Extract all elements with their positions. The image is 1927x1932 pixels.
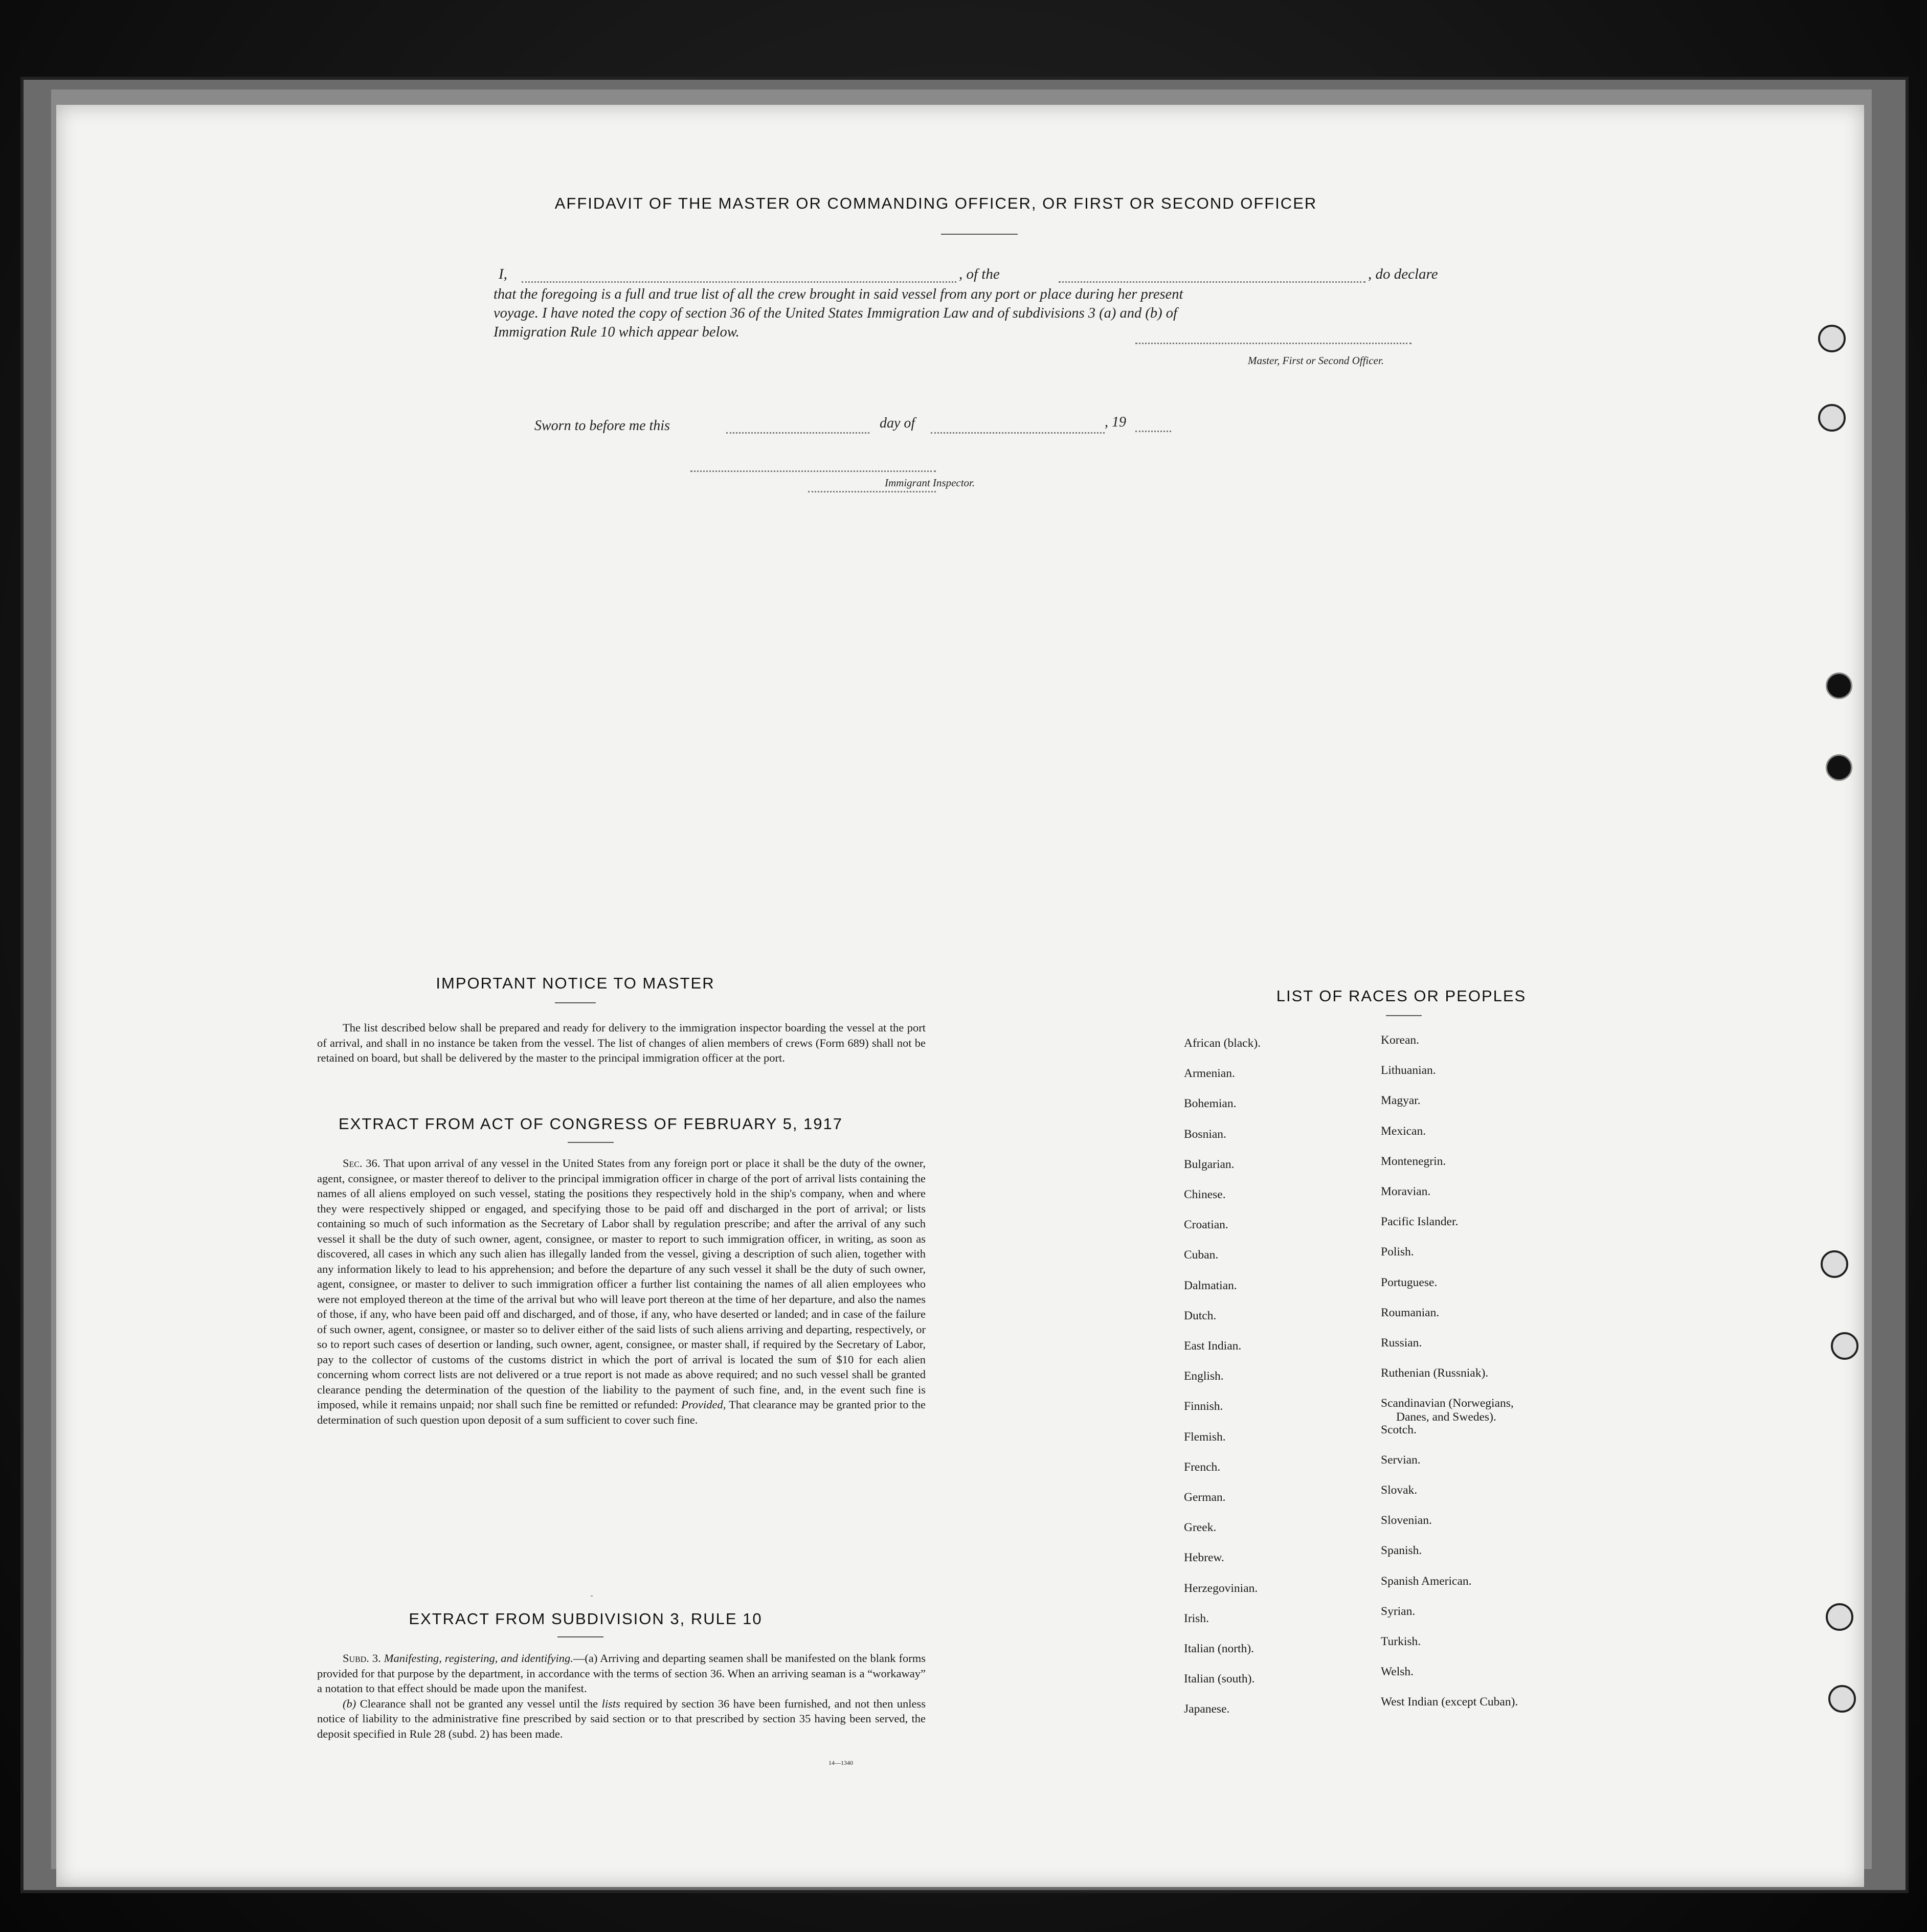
heading-rule [568,1142,614,1143]
punch-hole [1828,1685,1856,1713]
subd-label: Subd. 3. [343,1652,381,1665]
heading-rule [557,1636,603,1637]
declaration-line: voyage. I have noted the copy of section 36 of the United States Immigration Law and of subdivisions 3 (a) and (b) of [494,305,1177,321]
declaration-line: that the foregoing is a full and true list of all the crew brought in said vessel from any port or place during her present [494,286,1183,302]
proviso-label: Provided, [681,1398,726,1411]
notice-text [317,1020,926,1066]
notice-paragraph: The list described below shall be prepared and ready for delivery to the immigration inspector boarding the vessel at the port of arrival, and shall in no instance be taken from the vessel. The list of changes of alien members of crews (Form 689) shall not be retained on board, but shall be delivered by the master to the principal immigration officer at the port. [317,1021,926,1064]
race-item: Bulgarian. [1184,1157,1235,1171]
declaration-do-declare: , do declare [1368,266,1438,282]
declaration-i: I, [499,266,507,282]
race-item: Italian (south). [1184,1672,1255,1686]
section-rule [591,1596,593,1597]
signature-caption: Master, First or Second Officer. [1248,354,1384,367]
race-item-continuation: Danes, and Swedes). [1396,1410,1496,1424]
declaration-of-the: , of the [959,266,1000,282]
affidavit-heading: AFFIDAVIT OF THE MASTER OR COMMANDING OFFICER, OR FIRST OR SECOND OFFICER [554,194,1317,212]
race-item: Ruthenian (Russniak). [1381,1366,1489,1380]
race-item: Scotch. [1381,1423,1417,1436]
race-item: Irish. [1184,1611,1209,1625]
race-item: Croatian. [1184,1218,1228,1232]
act-text [317,1156,926,1427]
race-item: Japanese. [1184,1702,1230,1716]
race-item: English. [1184,1369,1224,1383]
race-item: Dalmatian. [1184,1278,1237,1292]
sec-label: Sec. 36. [343,1157,380,1170]
race-item: Slovenian. [1381,1514,1432,1527]
rule-para-b [317,1696,926,1742]
race-item: French. [1184,1460,1221,1474]
punch-hole [1818,325,1846,352]
race-item: Lithuanian. [1381,1064,1436,1077]
race-item: Scandinavian (Norwegians, [1381,1397,1514,1410]
race-item: Bosnian. [1184,1127,1226,1141]
sworn-day-of: day of [880,415,915,431]
race-item: Montenegrin. [1381,1154,1446,1168]
act-paragraph [317,1156,926,1427]
race-item: Turkish. [1381,1635,1421,1648]
declaration-line: Immigration Rule 10 which appear below. [494,324,740,340]
subd-title: Manifesting, registering, and identifying. [384,1652,573,1665]
para-b-lists: lists [601,1697,620,1710]
race-item: African (black). [1184,1037,1261,1050]
heading-rule [555,1002,596,1003]
race-item: Mexican. [1381,1124,1426,1138]
para-b-label: (b) [343,1697,356,1710]
race-item: East Indian. [1184,1339,1242,1353]
form-number: 14—1340 [828,1759,853,1766]
race-item: Greek. [1184,1521,1217,1535]
form-page [56,105,1864,1887]
race-item: Finnish. [1184,1400,1223,1413]
race-item: Dutch. [1184,1309,1217,1322]
race-item: Moravian. [1381,1185,1431,1198]
heading-rule [941,234,1018,235]
sworn-year-blank[interactable] [1135,431,1171,432]
inspector-caption: Immigrant Inspector. [885,477,975,489]
race-item: Flemish. [1184,1430,1226,1444]
race-item: German. [1184,1491,1226,1504]
race-item: Syrian. [1381,1604,1416,1618]
punch-hole [1831,1332,1858,1360]
races-heading: LIST OF RACES OR PEOPLES [1276,987,1527,1005]
race-item: Pacific Islander. [1381,1215,1459,1229]
race-item: Polish. [1381,1245,1414,1259]
rule-text [317,1651,926,1741]
act-body: That upon arrival of any vessel in the United States from any foreign port or place it shall be the duty of the owner, agent, consignee, or master thereof to deliver to the principal immigration officer in charge of the port of arrival lists containing the names of all aliens employed on such vessel, stating the positions they respectively hold in the ship's company, when and where they were respectively shipped or engaged, and specifying those to be paid off and discharged in the port of arrival; or lists containing so much of such information as the Secretary of Labor shall by regulation prescribe; and after the arrival of any such vessel it shall be the duty of such owner, agent, consignee, or master to report to such immigration officer, in writing, as soon as discovered, all cases in which any such alien has illegally landed from the vessel, giving a description of such alien, together with any information likely to lead to his apprehension; and before the departure of any such vessel it shall be the duty of such owner, agent, consignee, or master to deliver to such immigration officer a further list containing the names of all alien employees who were not employed thereon at the time of the arrival but who will leave port thereon at the time of her departure, and also the names of those, if any, who have been paid off and discharged, and of those, if any, who have deserted or landed; and in case of the failure of such owner, agent, consignee, or master so to deliver either of the said lists of such aliens arriving and departing, respectively, or so to report such cases of desertion or landing, such owner, agent, consignee, or master shall, if required by the Secretary of Labor, pay to the collector of customs of the customs district in which the port of arrival is located the sum of $10 for each alien concerning whom correct lists are not delivered or a true report is not made as above required; and no such vessel shall be granted clearance pending the determination of the question of the liability to the payment of such fine, and, in the event such fine is imposed, while it remains unpaid; nor shall such fine be remitted or refunded: [317,1157,926,1411]
para-b-text-1: Clearance shall not be granted any vessel until the [360,1697,598,1710]
punch-hole [1821,1250,1848,1278]
race-item: Hebrew. [1184,1551,1224,1565]
race-item: Italian (north). [1184,1642,1254,1655]
race-item: Spanish American. [1381,1574,1472,1588]
sworn-day-blank[interactable] [726,432,869,434]
para-a-text: —(a) Arriving and departing seamen shall be manifested on the blank forms provided for that purpose by the department, in accordance with the terms of section 36. When an arriving seaman is a “workaway” a notation to that effect should be made upon the manifest. [317,1652,926,1695]
sworn-year: , 19 [1105,414,1126,430]
race-item: Spanish. [1381,1544,1422,1558]
race-item: Russian. [1381,1336,1422,1350]
notice-heading: IMPORTANT NOTICE TO MASTER [436,974,715,992]
vessel-blank[interactable] [1059,281,1365,283]
race-item: Welsh. [1381,1665,1414,1679]
punch-hole [1826,1603,1853,1631]
act-heading: EXTRACT FROM ACT OF CONGRESS OF FEBRUARY 5, 1917 [338,1115,843,1133]
race-item: Herzegovinian. [1184,1581,1258,1595]
race-item: Magyar. [1381,1094,1421,1108]
race-item: Armenian. [1184,1067,1235,1081]
inspector-signature-blank[interactable] [690,470,936,472]
race-item: West Indian (except Cuban). [1381,1695,1518,1709]
punch-hole [1826,754,1852,781]
rule-heading: EXTRACT FROM SUBDIVISION 3, RULE 10 [409,1610,763,1628]
sworn-prefix: Sworn to before me this [534,418,670,434]
race-item: Slovak. [1381,1484,1418,1497]
officer-signature-blank[interactable] [1135,343,1411,344]
race-item: Servian. [1381,1453,1421,1467]
sworn-month-blank[interactable] [931,432,1105,434]
race-item: Bohemian. [1184,1097,1237,1111]
proviso-text: That clearance may be granted prior to the determination of such question upon deposit of a sum sufficient to cover such fine. [317,1398,926,1426]
race-item: Roumanian. [1381,1306,1440,1319]
punch-hole [1826,672,1852,699]
race-item: Chinese. [1184,1188,1226,1201]
race-item: Cuban. [1184,1248,1219,1262]
punch-hole [1818,404,1846,432]
race-item: Korean. [1381,1034,1420,1047]
race-item: Portuguese. [1381,1275,1438,1289]
heading-rule [1386,1015,1422,1016]
para-b-text-2: required by section 36 have been furnished, and not then unless notice of liability to the administrative fine prescribed by said section or to that prescribed by section 35 having been served, the deposit specified in Rule 28 (subd. 2) has been made. [317,1697,926,1740]
name-blank[interactable] [522,281,956,283]
inspector-signature-blank-2[interactable] [808,491,936,492]
rule-para-a [317,1651,926,1696]
